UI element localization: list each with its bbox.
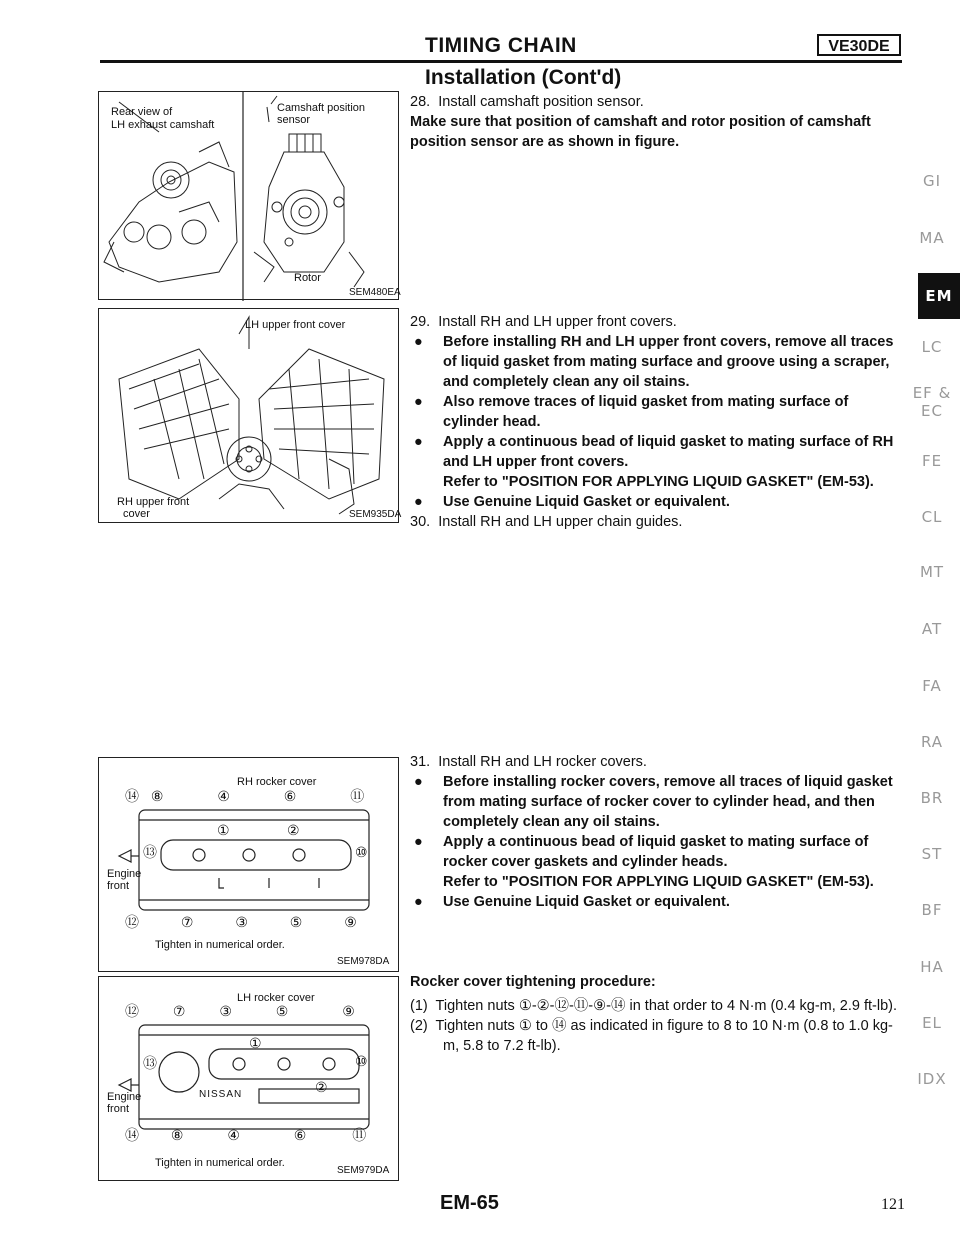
figure-upper-front-covers	[98, 308, 402, 523]
step-29-bullet-2: ● Also remove traces of liquid gasket from mating surface of cylinder head.	[414, 394, 849, 430]
step-28: 28. Install camshaft position sensor.	[410, 94, 644, 110]
bolt-number: ③	[219, 1003, 232, 1019]
bolt-number: ⑥	[283, 788, 297, 804]
label-rh-rocker-cover: RH rocker cover	[237, 776, 317, 788]
side-tab-br[interactable]: BR	[920, 789, 944, 807]
label-lh-exhaust-camshaft: LH exhaust camshaft	[111, 119, 215, 131]
step-31-bullet-2-ref: Refer to "POSITION FOR APPLYING LIQUID GASKET" (EM-53).	[443, 874, 874, 890]
label-rh-upper-front: RH upper front	[117, 496, 190, 508]
side-tab-em[interactable]: EM	[918, 273, 960, 319]
procedure-step-1: (1) Tighten nuts ①-②-⑫-⑪-⑨-⑭ in that order to 4 N·m (0.4 kg-m, 2.9 ft-lb).	[410, 998, 898, 1014]
label-front: front	[107, 880, 130, 892]
bolt-number: ⑧	[170, 1127, 184, 1143]
bolt-numbers-bottom	[125, 916, 385, 928]
bolt-number: ①	[249, 1035, 262, 1051]
side-tab-el[interactable]: EL	[922, 1014, 942, 1032]
nissan-logo: NISSAN	[199, 1089, 243, 1100]
bolt-number: ⑭	[125, 1127, 139, 1143]
bolt-number: ⑫	[125, 1003, 139, 1019]
side-tab-idx[interactable]: IDX	[917, 1070, 947, 1088]
side-tab-at[interactable]: AT	[921, 620, 943, 638]
side-tab-mt[interactable]: MT	[919, 563, 945, 581]
step-29-bullet-4: ● Use Genuine Liquid Gasket or equivalent.	[414, 494, 730, 510]
figure-rh-rocker-cover	[98, 757, 399, 972]
engine-code-badge: VE30DE	[817, 34, 901, 56]
step-31-bullet-2: ● Apply a continuous bead of liquid gasket to mating surface of rocker cover gaskets and cylinder heads.	[414, 834, 869, 870]
side-tab-ma[interactable]: MA	[919, 229, 945, 247]
bolt-number: ⑧	[150, 788, 164, 804]
side-tab-ef[interactable]: EF &	[912, 384, 952, 402]
figure-upper-front-covers-drawing	[99, 309, 400, 524]
label-rotor: Rotor	[294, 272, 321, 284]
bolt-number: ⑨	[342, 1003, 355, 1019]
side-tab-ra[interactable]: RA	[920, 733, 944, 751]
side-tab-fa[interactable]: FA	[922, 677, 942, 695]
bolt-number: ⑩	[355, 1053, 368, 1069]
step-31: 31. Install RH and LH rocker covers.	[410, 754, 647, 770]
label-engine: Engine	[107, 1091, 142, 1103]
step-30: 30. Install RH and LH upper chain guides.	[410, 514, 683, 530]
bolt-number: ⑤	[275, 1003, 289, 1019]
side-tab-fe[interactable]: FE	[921, 452, 943, 470]
figure-code: SEM979DA	[337, 1165, 390, 1176]
bolt-number: ④	[227, 1127, 240, 1143]
step-28-block	[410, 92, 900, 152]
label-rh-cover: cover	[123, 508, 150, 520]
label-front: front	[107, 1103, 130, 1115]
bolt-number: ⑥	[293, 1127, 307, 1143]
bolt-number: ⑪	[350, 788, 365, 804]
side-tab-bf[interactable]: BF	[921, 901, 943, 919]
bolt-number: ⑭	[125, 788, 139, 804]
bolt-number: ①	[217, 822, 230, 838]
side-tab-ha[interactable]: HA	[920, 958, 944, 976]
bolt-number: ⑬	[143, 844, 157, 860]
side-tab-lc[interactable]: LC	[921, 338, 943, 356]
step-29-bullet-3: ● Apply a continuous bead of liquid gasket to mating surface of RH and LH upper front covers.	[414, 434, 894, 470]
bolt-number: ③	[235, 914, 248, 930]
procedure-step-2: (2) Tighten nuts ① to ⑭ as indicated in figure to 8 to 10 N·m (0.8 to 1.0 kg-m, 5.8 to 7.2 ft-lb).	[410, 1018, 893, 1054]
side-tab-ec[interactable]: EC	[921, 402, 943, 420]
step-31-bullet-1: ● Before installing rocker covers, remove all traces of liquid gasket from mating surface of rocker cover to cylinder head, and then completely clean any oil stains.	[414, 774, 893, 830]
bolt-number: ⑦	[172, 1003, 186, 1019]
figure-caption: Tighten in numerical order.	[155, 1157, 285, 1169]
bolt-number: ②	[287, 822, 300, 838]
section-title: Installation (Cont'd)	[425, 66, 622, 89]
bolt-number: ⑨	[344, 914, 357, 930]
bolt-number: ⑬	[143, 1055, 157, 1071]
bolt-number: ⑩	[355, 844, 368, 860]
bolt-number: ⑪	[352, 1127, 367, 1143]
label-engine: Engine	[107, 868, 142, 880]
figure-camshaft-sensor	[98, 91, 399, 300]
figure-code: SEM935DA	[349, 509, 402, 520]
label-lh-upper-front-cover: LH upper front cover	[245, 319, 346, 331]
footer-section-code: EM-65	[440, 1192, 499, 1214]
label-rear-view: Rear view of	[111, 106, 173, 118]
figure-code: SEM480EA	[349, 287, 401, 298]
bolt-number: ⑦	[180, 914, 194, 930]
procedure-title: Rocker cover tightening procedure:	[410, 974, 656, 990]
step-29-bullet-1: ● Before installing RH and LH upper front covers, remove all traces of liquid gasket from mating surface and groove using a scraper, and completely clean any oil stains.	[414, 334, 894, 390]
side-tab-cl[interactable]: CL	[921, 508, 943, 526]
bolt-number: ④	[217, 788, 230, 804]
step-29-bullet-3-ref: Refer to "POSITION FOR APPLYING LIQUID GASKET" (EM-53).	[443, 474, 874, 490]
figure-lh-rocker-cover	[98, 976, 399, 1181]
step-29: 29. Install RH and LH upper front covers.	[410, 314, 677, 330]
side-tab-gi[interactable]: GI	[922, 172, 942, 190]
figure-caption: Tighten in numerical order.	[155, 939, 285, 951]
step-29-block	[410, 312, 900, 532]
label-camshaft-position: Camshaft position	[277, 102, 366, 114]
bolt-numbers-bottom	[125, 1129, 395, 1141]
step-31-bullet-3: ● Use Genuine Liquid Gasket or equivalent.	[414, 894, 730, 910]
figure-code: SEM978DA	[337, 956, 390, 967]
tightening-procedure-block	[410, 972, 900, 1056]
step-31-block	[410, 752, 900, 912]
label-sensor: sensor	[277, 114, 311, 126]
label-lh-rocker-cover: LH rocker cover	[237, 992, 315, 1004]
step-28-note: Make sure that position of camshaft and rotor position of camshaft position sensor are as shown in figure.	[410, 114, 871, 150]
bolt-number: ②	[315, 1079, 328, 1095]
header-rule	[100, 60, 902, 63]
bolt-numbers-top	[125, 1005, 385, 1017]
page-header-title: TIMING CHAIN	[425, 34, 577, 57]
bolt-number: ⑤	[289, 914, 303, 930]
page-number: 121	[881, 1196, 905, 1213]
bolt-numbers-top	[125, 790, 375, 802]
side-tab-st[interactable]: ST	[921, 845, 943, 863]
bolt-number: ⑫	[125, 914, 139, 930]
